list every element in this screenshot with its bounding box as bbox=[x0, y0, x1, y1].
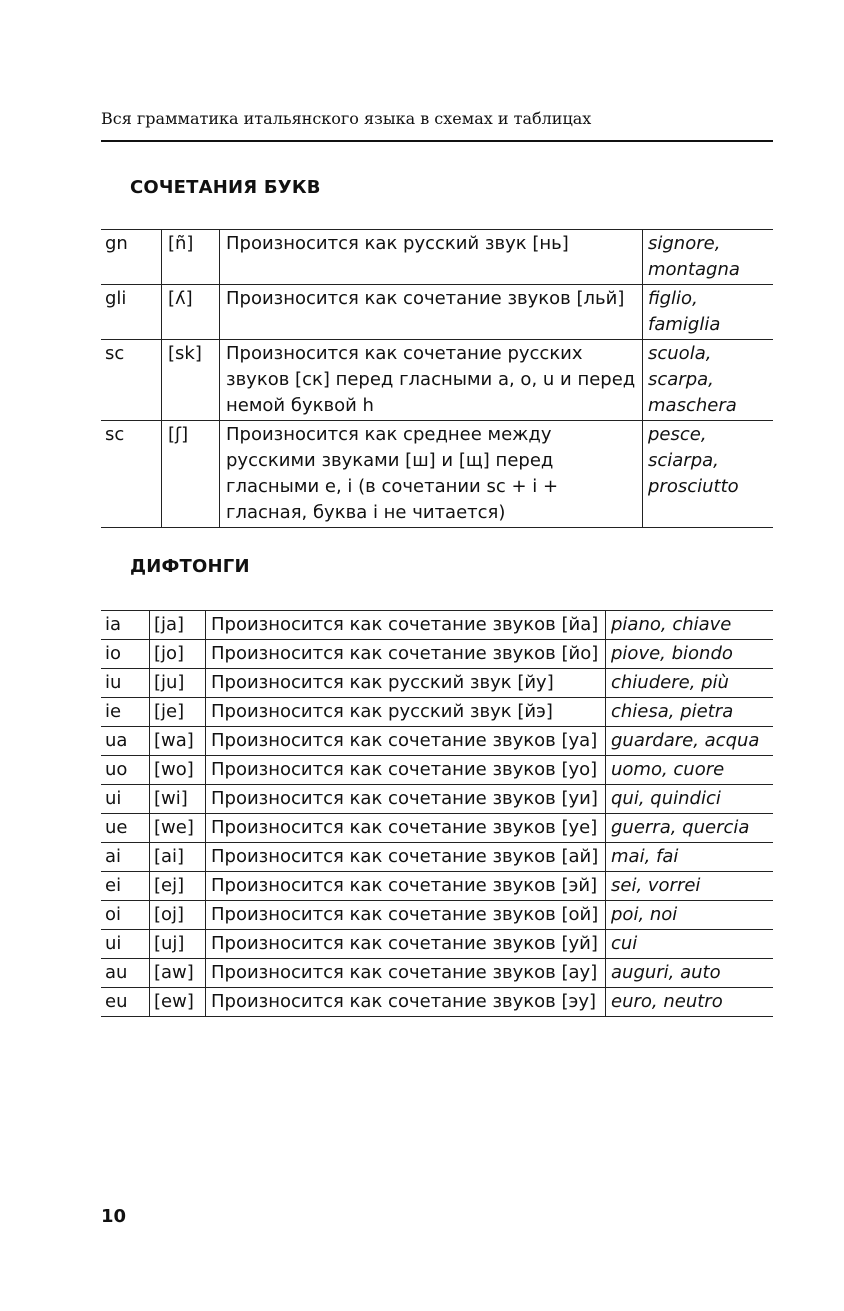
examples-cell: sei, vorrei bbox=[606, 872, 774, 901]
ipa-cell: [wi] bbox=[150, 785, 206, 814]
ipa-cell: [wa] bbox=[150, 727, 206, 756]
description-cell: Произносится как сочетание звуков [уа] bbox=[206, 727, 606, 756]
letters-cell: ai bbox=[105, 846, 122, 867]
letters-cell: gn bbox=[105, 233, 128, 254]
ipa-cell: [wo] bbox=[150, 756, 206, 785]
description-cell: Произносится как русский звук [йу] bbox=[206, 669, 606, 698]
header-rule bbox=[101, 140, 773, 142]
description-cell: Произносится как сочетание звуков [ой] bbox=[206, 901, 606, 930]
description-cell: Произносится как сочетание звуков [эй] bbox=[206, 872, 606, 901]
table-row bbox=[101, 421, 773, 528]
ipa-cell: [sk] bbox=[162, 340, 220, 421]
examples-cell: piove, biondo bbox=[606, 640, 774, 669]
table-row bbox=[101, 901, 773, 930]
table-row bbox=[101, 340, 773, 421]
table-row bbox=[101, 930, 773, 959]
description-cell: Произносится как сочетание звуков [йа] bbox=[206, 611, 606, 640]
description-cell: Произносится как сочетание звуков [йо] bbox=[206, 640, 606, 669]
letters-cell: sc bbox=[105, 424, 125, 445]
table-row bbox=[101, 756, 773, 785]
table-row bbox=[101, 698, 773, 727]
description-cell: Произносится как сочетание звуков [уи] bbox=[206, 785, 606, 814]
description-cell: Произносится как сочетание звуков [уй] bbox=[206, 930, 606, 959]
letters-cell: ei bbox=[105, 875, 122, 896]
table-row bbox=[101, 640, 773, 669]
examples-cell: piano, chiave bbox=[606, 611, 774, 640]
table-row bbox=[101, 872, 773, 901]
description-cell: Произносится как сочетание звуков [льй] bbox=[220, 285, 643, 340]
page-number: 10 bbox=[101, 1206, 127, 1227]
examples-cell: pesce, sciarpa, prosciutto bbox=[643, 421, 774, 528]
letters-cell: eu bbox=[105, 991, 128, 1012]
table-row bbox=[101, 959, 773, 988]
letters-cell: gli bbox=[105, 288, 127, 309]
description-cell: Произносится как сочетание звуков [ау] bbox=[206, 959, 606, 988]
letters-cell: iu bbox=[105, 672, 122, 693]
table-row bbox=[101, 611, 773, 640]
running-header: Вся грамматика итальянского языка в схемах и таблицах bbox=[101, 109, 592, 128]
ipa-cell: [je] bbox=[150, 698, 206, 727]
letters-cell: oi bbox=[105, 904, 122, 925]
table-row bbox=[101, 785, 773, 814]
letters-cell: ia bbox=[105, 614, 122, 635]
examples-cell: signore, montagna bbox=[643, 230, 774, 285]
examples-cell: mai, fai bbox=[606, 843, 774, 872]
description-cell: Произносится как сочетание звуков [эу] bbox=[206, 988, 606, 1017]
ipa-cell: [ʃ] bbox=[162, 421, 220, 528]
section-title-letter-combinations: СОЧЕТАНИЯ БУКВ bbox=[130, 177, 321, 198]
examples-cell: cui bbox=[606, 930, 774, 959]
table-row bbox=[101, 814, 773, 843]
examples-cell: euro, neutro bbox=[606, 988, 774, 1017]
examples-cell: guardare, acqua bbox=[606, 727, 774, 756]
examples-cell: auguri, auto bbox=[606, 959, 774, 988]
ipa-cell: [uj] bbox=[150, 930, 206, 959]
table-row bbox=[101, 669, 773, 698]
ipa-cell: [oj] bbox=[150, 901, 206, 930]
letters-cell: io bbox=[105, 643, 122, 664]
ipa-cell: [ñ] bbox=[162, 230, 220, 285]
letter-combinations-table bbox=[101, 229, 773, 528]
ipa-cell: [ʎ] bbox=[162, 285, 220, 340]
section-title-diphthongs: ДИФТОНГИ bbox=[130, 556, 250, 577]
letters-cell: au bbox=[105, 962, 128, 983]
description-cell: Произносится как русский звук [йэ] bbox=[206, 698, 606, 727]
description-cell: Произносится как русский звук [нь] bbox=[220, 230, 643, 285]
description-cell: Произносится как сочетание звуков [уе] bbox=[206, 814, 606, 843]
letters-cell: ua bbox=[105, 730, 128, 751]
description-cell: Произносится как среднее между русскими звуками [ш] и [щ] перед гласными e, i (в сочетании sc + i + гласная, буква i не читается) bbox=[220, 421, 643, 528]
letters-cell: sc bbox=[105, 343, 125, 364]
letters-cell: ie bbox=[105, 701, 122, 722]
examples-cell: scuola, scarpa, maschera bbox=[643, 340, 774, 421]
ipa-cell: [ju] bbox=[150, 669, 206, 698]
table-row bbox=[101, 727, 773, 756]
letters-cell: ui bbox=[105, 788, 122, 809]
ipa-cell: [aw] bbox=[150, 959, 206, 988]
ipa-cell: [jo] bbox=[150, 640, 206, 669]
examples-cell: uomo, cuore bbox=[606, 756, 774, 785]
ipa-cell: [ew] bbox=[150, 988, 206, 1017]
table-row bbox=[101, 285, 773, 340]
letters-cell: ui bbox=[105, 933, 122, 954]
description-cell: Произносится как сочетание звуков [ай] bbox=[206, 843, 606, 872]
letters-cell: ue bbox=[105, 817, 128, 838]
ipa-cell: [ja] bbox=[150, 611, 206, 640]
diphthongs-table bbox=[101, 610, 773, 1017]
examples-cell: figlio, famiglia bbox=[643, 285, 774, 340]
table-row bbox=[101, 843, 773, 872]
description-cell: Произносится как сочетание звуков [уо] bbox=[206, 756, 606, 785]
examples-cell: chiudere, più bbox=[606, 669, 774, 698]
examples-cell: qui, quindici bbox=[606, 785, 774, 814]
description-cell: Произносится как сочетание русских звуков [ск] перед гласными a, o, u и перед немой буквой h bbox=[220, 340, 643, 421]
ipa-cell: [ai] bbox=[150, 843, 206, 872]
examples-cell: poi, noi bbox=[606, 901, 774, 930]
ipa-cell: [we] bbox=[150, 814, 206, 843]
ipa-cell: [ej] bbox=[150, 872, 206, 901]
letters-cell: uo bbox=[105, 759, 128, 780]
examples-cell: guerra, quercia bbox=[606, 814, 774, 843]
table-row bbox=[101, 230, 773, 285]
examples-cell: chiesa, pietra bbox=[606, 698, 774, 727]
table-row bbox=[101, 988, 773, 1017]
